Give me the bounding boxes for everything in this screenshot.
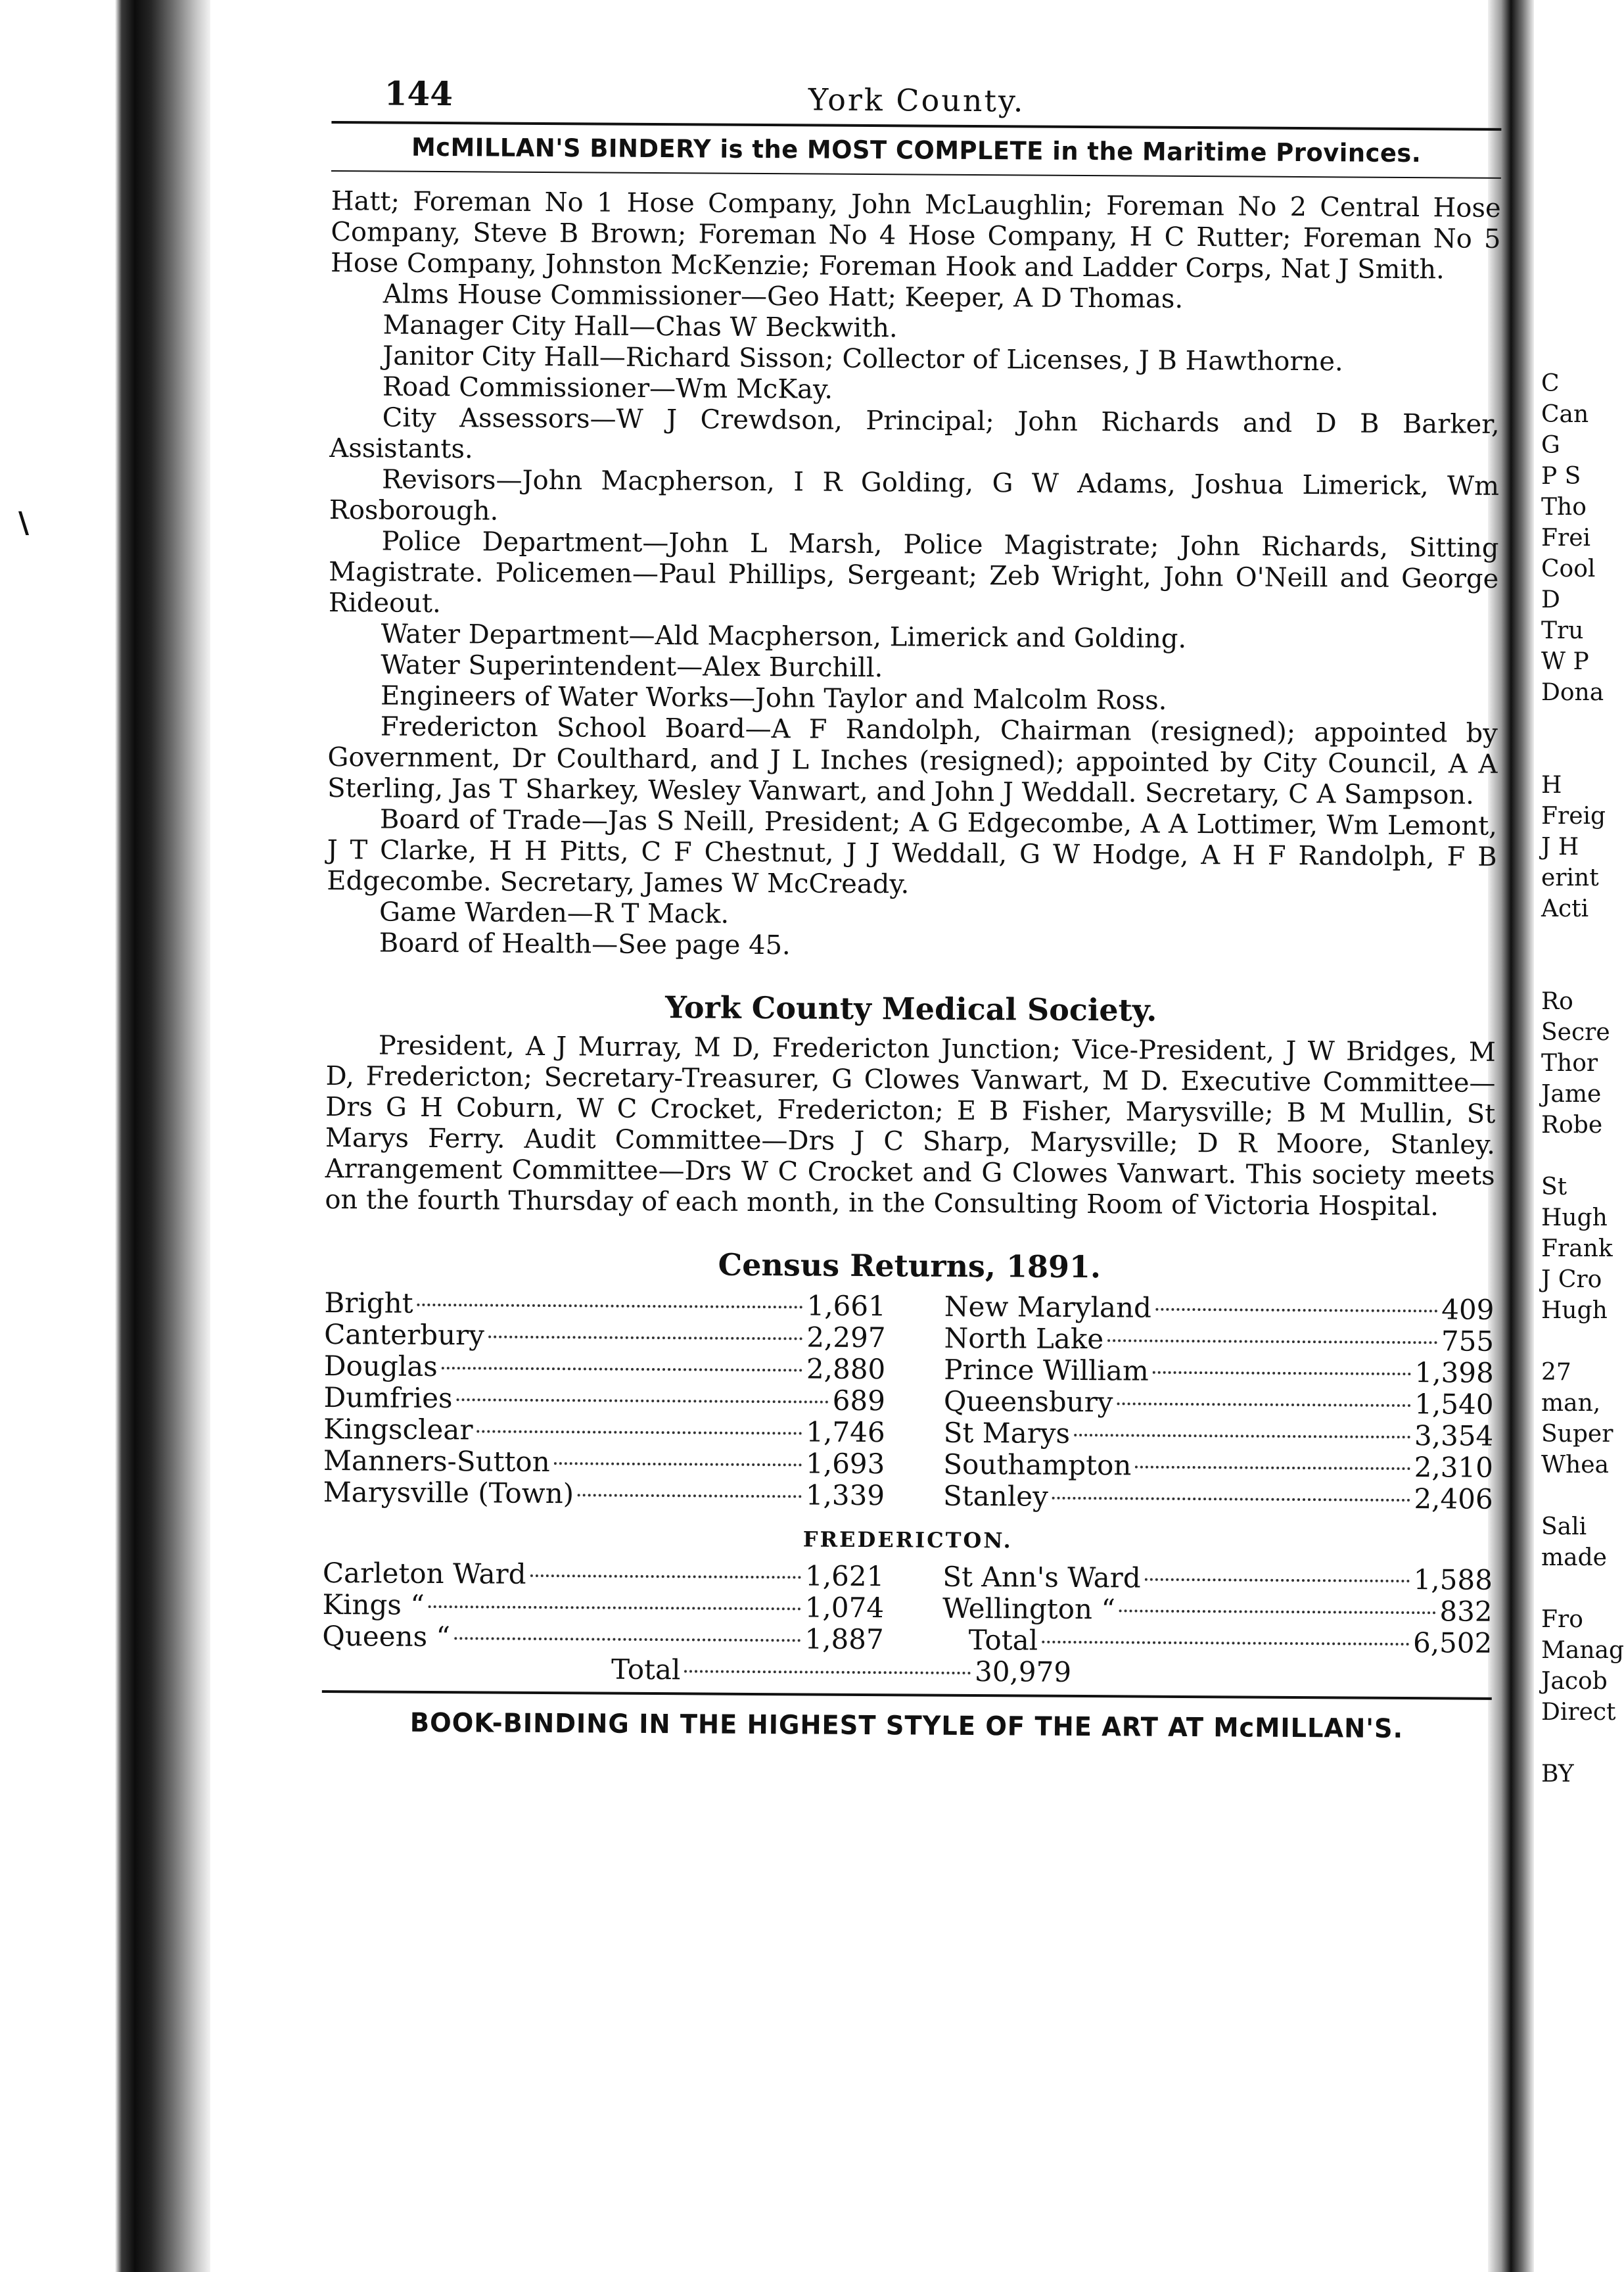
table-row [942, 1561, 1493, 1596]
table-row [324, 1350, 886, 1385]
leader-dots [1117, 1402, 1410, 1407]
board-of-trade-paragraph: Board of Trade—Jas S Neill, President; A G Edgecombe, A A Lottimer, Wm Lemont, J T Clarke, H H Pitts, C F Chestnut, J J Weddall, G W Hodge, A H F Randolph, F B Edgecombe. Secretary, James W McCready. [327, 804, 1498, 900]
population-value: 3,354 [1414, 1419, 1494, 1452]
edge-fragment: Hugh [1541, 1204, 1608, 1231]
edge-fragment: 27 [1541, 1359, 1571, 1386]
fredericton-left-column [322, 1557, 884, 1655]
leader-dots [429, 1605, 801, 1610]
edge-fragment: Tho [1541, 494, 1587, 521]
table-row [943, 1449, 1493, 1484]
parish-name: Douglas [323, 1349, 438, 1383]
alms-house-line: Alms House Commissioner—Geo Hatt; Keeper, A D Thomas. [383, 279, 1184, 314]
table-row [323, 1477, 885, 1511]
census-left-column [323, 1287, 886, 1511]
city-officers-section [327, 186, 1501, 966]
revisors-paragraph: Revisors—John Macpherson, I R Golding, G W Adams, Joshua Limerick, Wm Rosborough. [329, 464, 1500, 527]
fredericton-right-column [942, 1561, 1493, 1659]
leader-dots [488, 1335, 802, 1340]
parish-name: Canterbury [324, 1317, 485, 1352]
leader-dots [684, 1670, 971, 1674]
manager-city-hall-line: Manager City Hall—Chas W Beckwith. [383, 310, 898, 344]
edge-fragment: Direct [1541, 1699, 1616, 1726]
population-value: 1,398 [1414, 1356, 1494, 1389]
census-title: Census Returns, 1891. [718, 1246, 1102, 1285]
parish-name: Stanley [942, 1479, 1048, 1513]
table-row [944, 1323, 1494, 1358]
edge-fragment: Tru [1541, 617, 1584, 644]
table-row [323, 1557, 885, 1592]
population-value: 2,310 [1414, 1451, 1494, 1484]
edge-fragment: D [1541, 586, 1560, 613]
edge-fragment: Robe [1541, 1112, 1603, 1139]
edge-fragment: Can [1541, 401, 1589, 428]
table-row [942, 1624, 1493, 1659]
table-row [942, 1593, 1493, 1628]
leader-dots [1107, 1339, 1437, 1344]
board-of-health-line: Board of Health—See page 45. [379, 928, 791, 961]
census-table-parishes [323, 1287, 1495, 1515]
edge-fragment: C [1541, 370, 1560, 397]
parish-name: Bright [324, 1286, 413, 1319]
edge-fragment: Frei [1541, 525, 1591, 552]
edge-fragment [1541, 1573, 1600, 1604]
janitor-line: Janitor City Hall—Richard Sisson; Collector of Licenses, J B Hawthorne. [383, 341, 1343, 377]
population-value: 1,693 [805, 1447, 885, 1480]
population-value: 409 [1441, 1293, 1495, 1326]
water-department-line: Water Department—Ald Macpherson, Limerick and Golding. [381, 619, 1187, 654]
population-value: 755 [1441, 1325, 1495, 1358]
parish-name: Kingsclear [323, 1412, 473, 1446]
leader-dots [1145, 1578, 1410, 1582]
table-row [323, 1413, 885, 1448]
stray-ink-mark: \ [18, 506, 30, 540]
city-assessors-paragraph: City Assessors—W J Crewdson, Principal; John Richards and D B Barker, Assistants. [329, 402, 1500, 465]
leader-dots [1074, 1434, 1410, 1438]
population-value: 2,406 [1414, 1482, 1493, 1515]
population-value: 1,887 [804, 1622, 884, 1656]
census-table-fredericton [322, 1557, 1493, 1659]
running-header [331, 59, 1502, 126]
census-right-column [943, 1291, 1495, 1515]
table-row [323, 1382, 885, 1417]
parish-name: St Marys [943, 1416, 1071, 1450]
edge-fragment: Cool [1541, 556, 1596, 582]
edge-fragment [1541, 1141, 1600, 1172]
leader-dots [554, 1462, 802, 1466]
population-value: 1,661 [806, 1289, 886, 1323]
edge-fragment [1541, 924, 1600, 955]
population-value: 1,540 [1414, 1388, 1494, 1421]
grand-total-row [322, 1652, 1071, 1688]
adjacent-page-edge [1541, 368, 1624, 1789]
edge-fragment [1541, 955, 1600, 986]
table-row [944, 1386, 1494, 1421]
leader-dots [1135, 1466, 1410, 1471]
hose-company-paragraph: Hatt; Foreman No 1 Hose Company, John McLaughlin; Foreman No 2 Central Hose Company, Steve B Brown; Foreman No 4 Hose Company, H C Rutter; Foreman No 5 Hose Company, Johnston McKenzie; Foreman Hook and Ladder Corps, Nat J Smith. [330, 185, 1501, 285]
edge-fragment: Ro [1541, 988, 1573, 1015]
leader-dots [476, 1430, 802, 1434]
grand-total-value: 30,979 [974, 1655, 1072, 1688]
parish-name: New Maryland [944, 1290, 1152, 1324]
water-superintendent-line: Water Superintendent—Alex Burchill. [381, 650, 883, 684]
edge-fragment: Freig [1541, 803, 1606, 830]
edge-fragment: BY [1541, 1761, 1574, 1787]
school-board-paragraph: Fredericton School Board—A F Randolph, Chairman (resigned); appointed by Government, Dr Coulthard, and J L Inches (resigned); appointed by City Council, A A Sterling, Jas T Sharkey, Wesley Vanwart, and John J Weddall. Secretary, C A Sampson. [327, 711, 1498, 811]
edge-fragment: W P [1541, 648, 1589, 675]
edge-fragment [1541, 708, 1600, 739]
population-value: 1,746 [806, 1415, 885, 1449]
road-commissioner-line: Road Commissioner—Wm McKay. [382, 371, 833, 405]
leader-dots [578, 1494, 802, 1498]
table-row [322, 1621, 884, 1655]
table-row [324, 1319, 886, 1354]
population-value: 6,502 [1412, 1626, 1493, 1659]
edge-fragment [1541, 739, 1600, 770]
document-page [321, 59, 1502, 1745]
page-number: 144 [384, 74, 453, 114]
parish-name: Manners-Sutton [323, 1444, 550, 1479]
leader-dots [1042, 1641, 1409, 1645]
leader-dots [1119, 1609, 1436, 1614]
parish-name: Queensbury [943, 1384, 1113, 1419]
footer-advert-banner: BOOK-BINDING IN THE HIGHEST STYLE OF THE ART AT McMILLAN'S. [409, 1707, 1404, 1745]
edge-fragment: Hugh [1541, 1297, 1608, 1324]
population-value: 689 [832, 1384, 886, 1417]
population-value: 2,880 [806, 1352, 886, 1386]
book-binding-shadow [0, 0, 210, 2272]
table-row [323, 1445, 885, 1480]
table-row [944, 1354, 1494, 1389]
edge-fragment: man, [1541, 1390, 1601, 1417]
top-advert-banner: McMILLAN'S BINDERY is the MOST COMPLETE in the Maritime Provinces. [411, 132, 1422, 168]
ward-name: Queens “ [322, 1619, 451, 1653]
edge-fragment: Thor [1541, 1050, 1598, 1077]
ward-name: St Ann's Ward [942, 1560, 1141, 1594]
table-row [324, 1287, 886, 1322]
parish-name: Dumfries [323, 1381, 453, 1415]
edge-fragment: Whea [1541, 1452, 1609, 1479]
edge-fragment: Jame [1541, 1081, 1602, 1108]
edge-fragment: P S [1541, 463, 1581, 490]
edge-fragment: Super [1541, 1421, 1613, 1448]
edge-fragment [1541, 1728, 1600, 1759]
edge-fragment: made [1541, 1544, 1607, 1571]
edge-fragment: J Cro [1541, 1266, 1602, 1293]
edge-fragment: Manag [1541, 1637, 1624, 1664]
population-value: 2,297 [806, 1321, 886, 1354]
ward-name: Kings “ [322, 1588, 425, 1621]
leader-dots [457, 1398, 829, 1403]
leader-dots [1052, 1497, 1410, 1502]
medical-society-title: York County Medical Society. [664, 989, 1157, 1028]
edge-fragment: Jacob [1541, 1668, 1608, 1695]
edge-fragment: Acti [1541, 895, 1589, 922]
ward-name: Total [968, 1623, 1038, 1657]
edge-fragment: Secre [1541, 1019, 1610, 1046]
police-paragraph: Police Department—John L Marsh, Police Magistrate; John Richards, Sitting Magistrate. Policemen—Paul Phillips, Sergeant; Zeb Wright, John O'Neill and George Rideout. [328, 526, 1499, 619]
table-row [944, 1417, 1494, 1452]
page-title: York County. [808, 82, 1025, 119]
table-row [944, 1291, 1495, 1326]
grand-total-label: Total [611, 1653, 681, 1686]
edge-fragment [1541, 1326, 1600, 1357]
population-value: 1,588 [1413, 1563, 1493, 1596]
edge-fragment: J H [1541, 834, 1579, 861]
medical-society-paragraph: President, A J Murray, M D, Fredericton Junction; Vice-President, J W Bridges, M D, Fredericton; Secretary-Treasurer, G Clowes Vanwart, M D. Executive Committee—Drs G H Coburn, W C Crocket, Fredericton; E B Fisher, Marysville; B M Mullin, St Marys Ferry. Audit Committee—Drs J C Sharp, Marysville; D R Moore, Stanley. Arrangement Committee—Drs W C Crocket and G Clowes Vanwart. This society meets on the fourth Thursday of each month, in the Consulting Room of Victoria Hospital. [325, 1030, 1496, 1222]
ward-name: Carleton Ward [322, 1556, 526, 1590]
leader-dots [454, 1637, 801, 1642]
engineers-line: Engineers of Water Works—John Taylor and Malcolm Ross. [380, 680, 1167, 716]
leader-dots [1155, 1308, 1437, 1313]
parish-name: Prince William [944, 1353, 1149, 1387]
edge-fragment: Sali [1541, 1513, 1587, 1540]
edge-fragment: Frank [1541, 1235, 1613, 1262]
edge-fragment: Dona [1541, 679, 1604, 706]
leader-dots [530, 1574, 802, 1579]
leader-dots [417, 1304, 803, 1309]
fredericton-heading: FREDERICTON. [802, 1526, 1013, 1553]
population-value: 832 [1439, 1595, 1493, 1628]
game-warden-line: Game Warden—R T Mack. [379, 897, 730, 930]
edge-fragment: erint [1541, 864, 1599, 891]
table-row [322, 1589, 884, 1624]
ward-name: Wellington “ [942, 1592, 1116, 1626]
leader-dots [1153, 1371, 1411, 1375]
population-value: 1,339 [805, 1479, 885, 1512]
edge-fragment: St [1541, 1173, 1567, 1200]
edge-fragment: H [1541, 772, 1562, 799]
parish-name: Marysville (Town) [323, 1475, 574, 1510]
table-row [943, 1480, 1493, 1515]
parish-name: Southampton [943, 1448, 1132, 1482]
leader-dots [442, 1367, 802, 1371]
footer-rule [322, 1690, 1492, 1700]
edge-fragment: G [1541, 432, 1560, 459]
parish-name: North Lake [944, 1321, 1104, 1356]
edge-fragment [1541, 1480, 1600, 1511]
edge-fragment: Fro [1541, 1606, 1583, 1633]
population-value: 1,621 [804, 1559, 885, 1593]
population-value: 1,074 [804, 1591, 885, 1624]
